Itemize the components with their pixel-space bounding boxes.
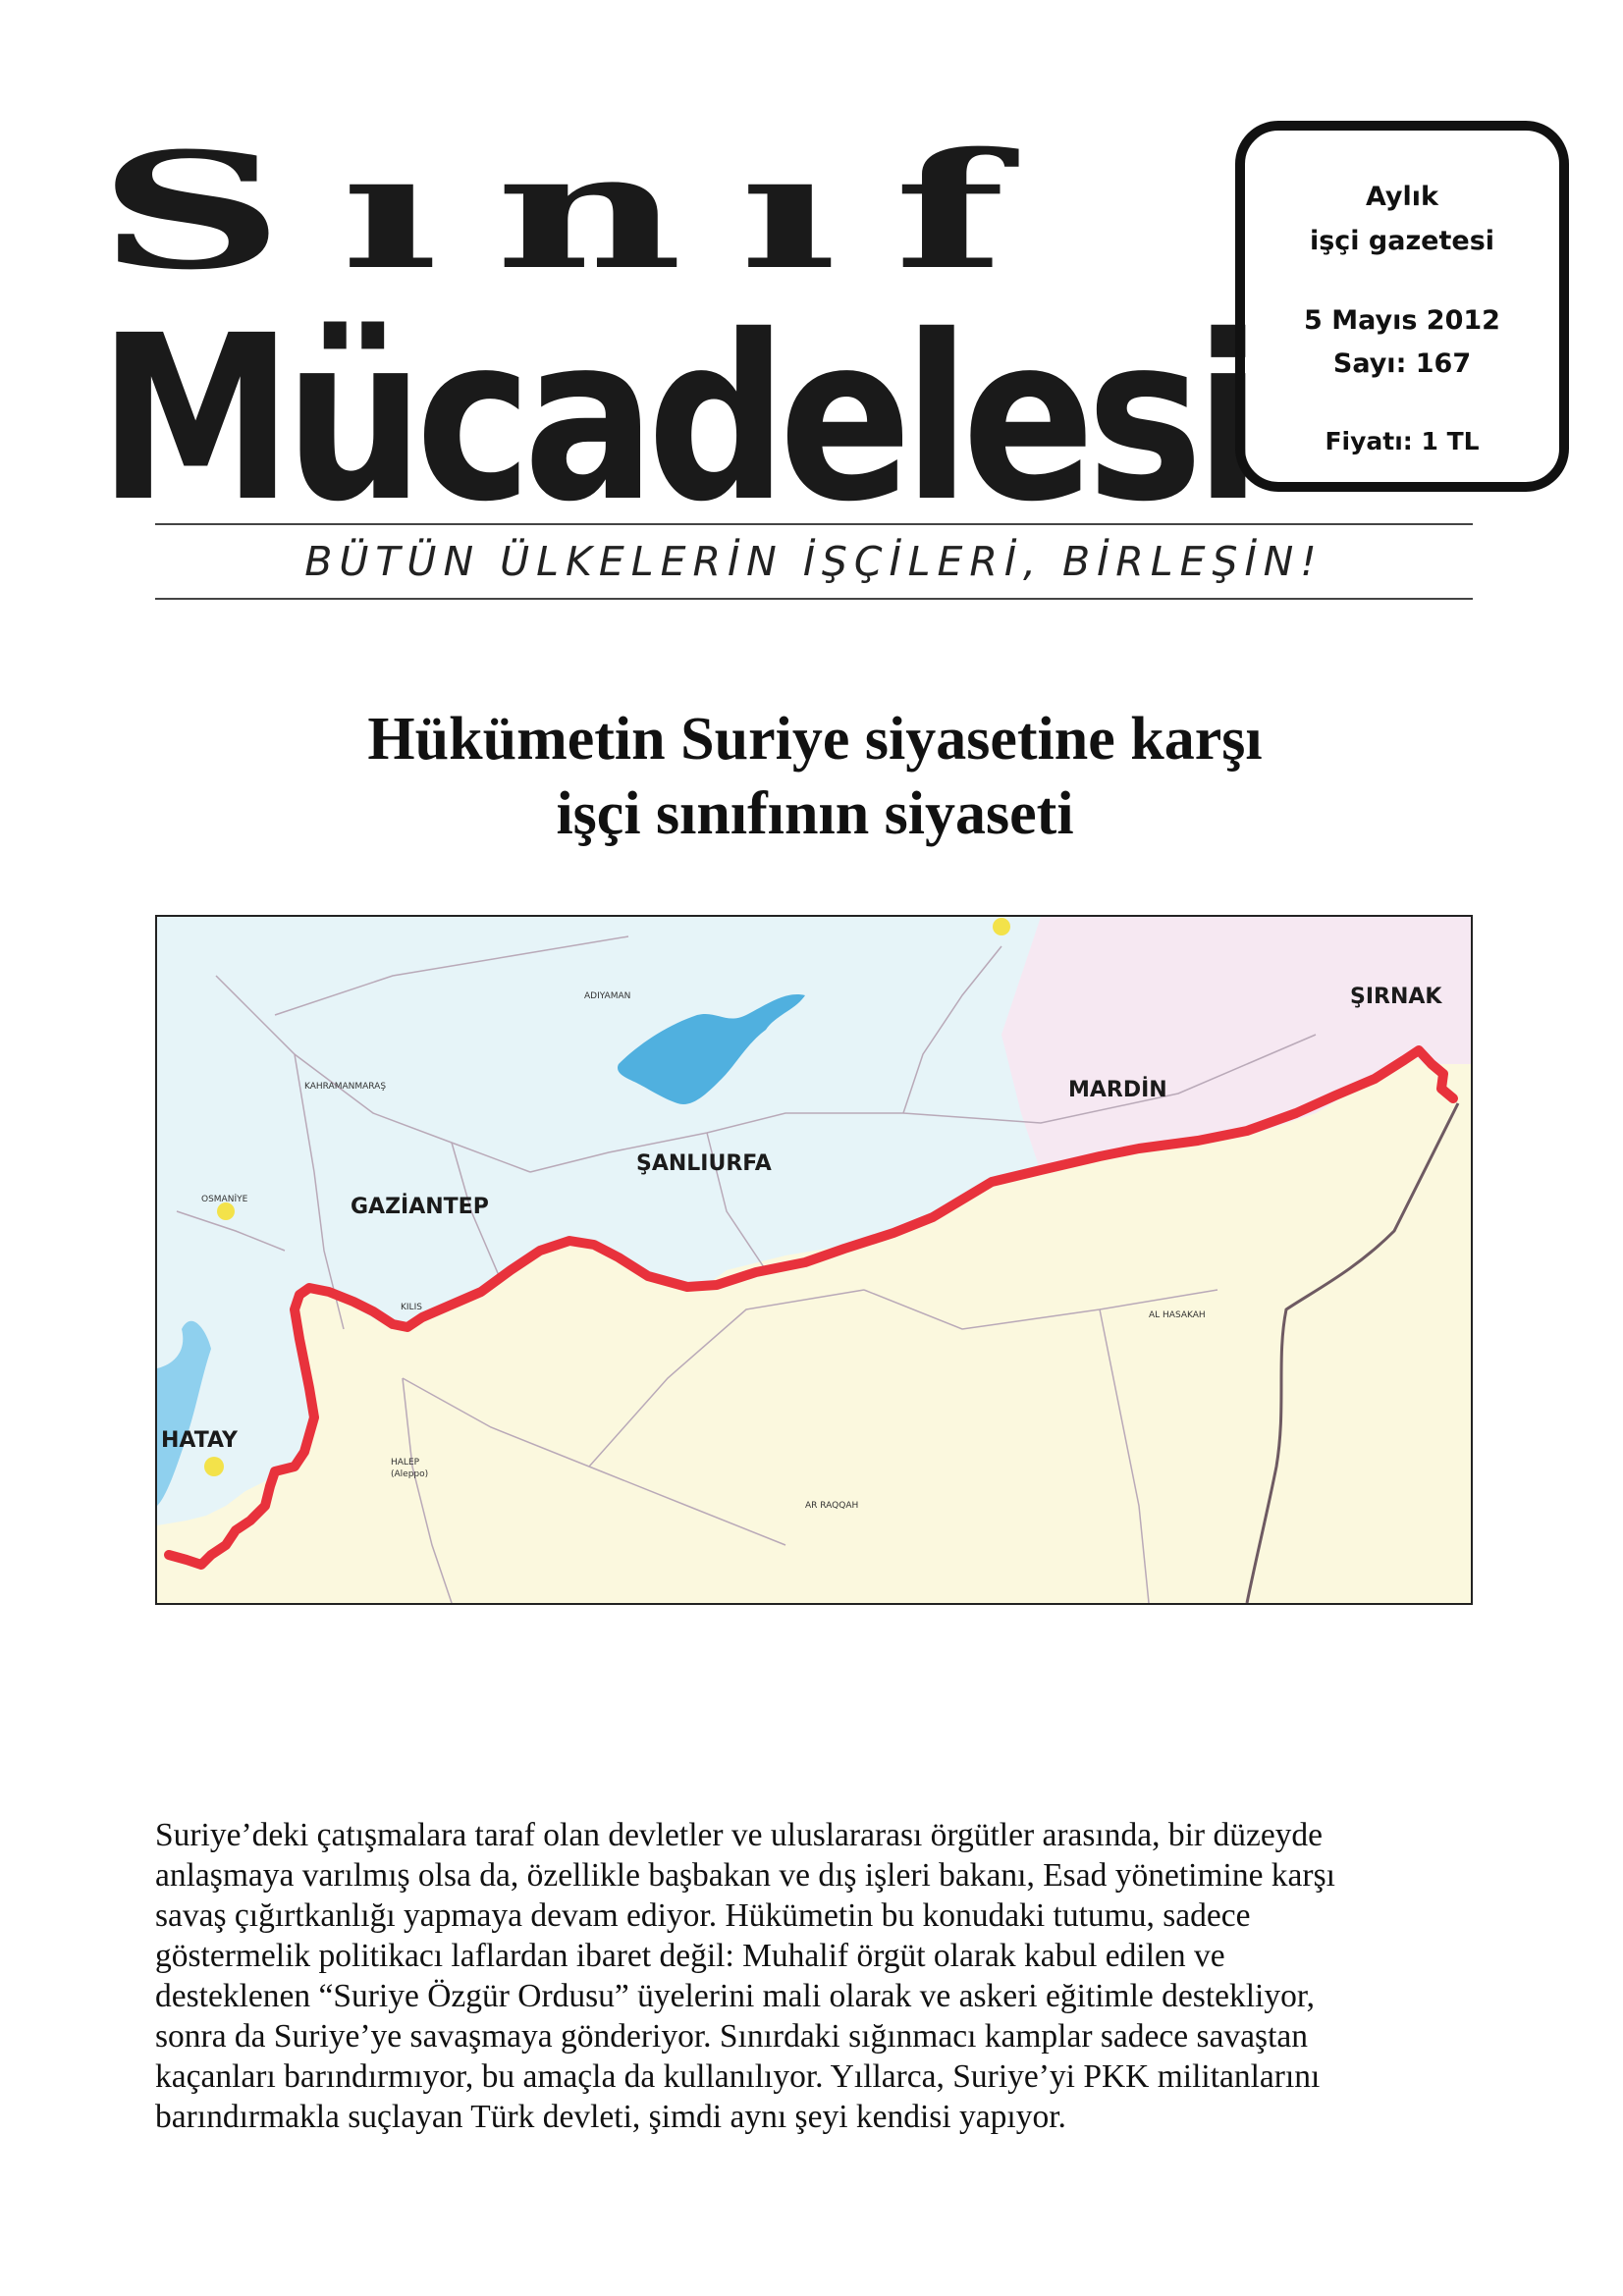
body-line: barındırmakla suçlayan Türk devleti, şimdi aynı şeyi kendisi yapıyor.: [155, 2099, 1066, 2135]
label-adiyaman: ADIYAMAN: [584, 991, 631, 1001]
newspaper-type-label: işçi gazetesi: [1309, 226, 1495, 256]
label-mardin: MARDİN: [1068, 1078, 1167, 1102]
body-line: savaş çığırtkanlığı yapmaya devam ediyor. Hükümetin bu konudaki tutumu, sadece: [155, 1897, 1251, 1934]
hatay-city-dot: [204, 1457, 224, 1476]
label-osmaniye: OSMANİYE: [201, 1195, 248, 1204]
frequency-label: Aylık: [1366, 182, 1438, 212]
body-line: kaçanları barındırmıyor, bu amaçla da kullanılıyor. Yıllarca, Suriye’yi PKK militanlarını: [155, 2058, 1321, 2095]
headline-line-1: Hükümetin Suriye siyasetine karşı: [367, 706, 1263, 773]
border-map: [155, 915, 1473, 1605]
label-al-hasakah: AL HASAKAH: [1149, 1310, 1206, 1320]
map-svg: [157, 917, 1471, 1603]
issue-date: 5 Mayıs 2012: [1304, 305, 1500, 336]
article-headline: [157, 702, 1473, 851]
label-ar-raqqah: AR RAQQAH: [805, 1501, 859, 1511]
logo-word-mucadelesi: Mücadelesi: [98, 287, 1254, 552]
body-line: göstermelik politikacı laflardan ibaret değil: Muhalif örgüt olarak kabul edilen ve: [155, 1938, 1225, 1974]
issue-info-box: [1235, 121, 1569, 492]
body-line: desteklenen “Suriye Özgür Ordusu” üyelerini mali olarak ve askeri eğitimle destekliyor,: [155, 1978, 1316, 2014]
newspaper-logo: [98, 98, 1254, 552]
body-line: sonra da Suriye’ye savaşmaya gönderiyor. Sınırdaki sığınmacı kamplar sadece savaştan: [155, 2018, 1309, 2055]
label-sirnak: ŞIRNAK: [1350, 985, 1442, 1009]
top-city-dot: [993, 918, 1010, 935]
label-halep-aleppo: (Aleppo): [391, 1469, 429, 1479]
article-body: [155, 1815, 1481, 2137]
body-line: anlaşmaya varılmış olsa da, özellikle başbakan ve dış işleri bakanı, Esad yönetimine karşı: [155, 1857, 1335, 1894]
label-kilis: KILIS: [401, 1303, 422, 1312]
body-line: Suriye’deki çatışmalara taraf olan devletler ve uluslararası örgütler arasında, bir düzeyde: [155, 1817, 1324, 1853]
headline-line-2: işçi sınıfının siyaseti: [556, 780, 1074, 847]
motto-top-rule: [155, 523, 1473, 525]
osmaniye-city-dot: [217, 1202, 235, 1220]
label-halep: HALEP: [391, 1458, 420, 1468]
label-hatay: HATAY: [161, 1428, 238, 1453]
logo-word-sinif: Sınıf: [98, 117, 1062, 305]
motto-bottom-rule: [155, 598, 1473, 600]
motto-slogan: BÜTÜN ÜLKELERİN İŞÇİLERİ, BİRLEŞİN!: [304, 538, 1324, 585]
label-kahramanmaras: KAHRAMANMARAŞ: [304, 1082, 387, 1092]
label-sanliurfa: ŞANLIURFA: [636, 1151, 772, 1176]
issue-price: Fiyatı: 1 TL: [1325, 427, 1480, 455]
label-gaziantep: GAZİANTEP: [351, 1195, 489, 1219]
iraq-border-road: [1247, 1103, 1458, 1603]
issue-number: Sayı: 167: [1332, 348, 1472, 379]
